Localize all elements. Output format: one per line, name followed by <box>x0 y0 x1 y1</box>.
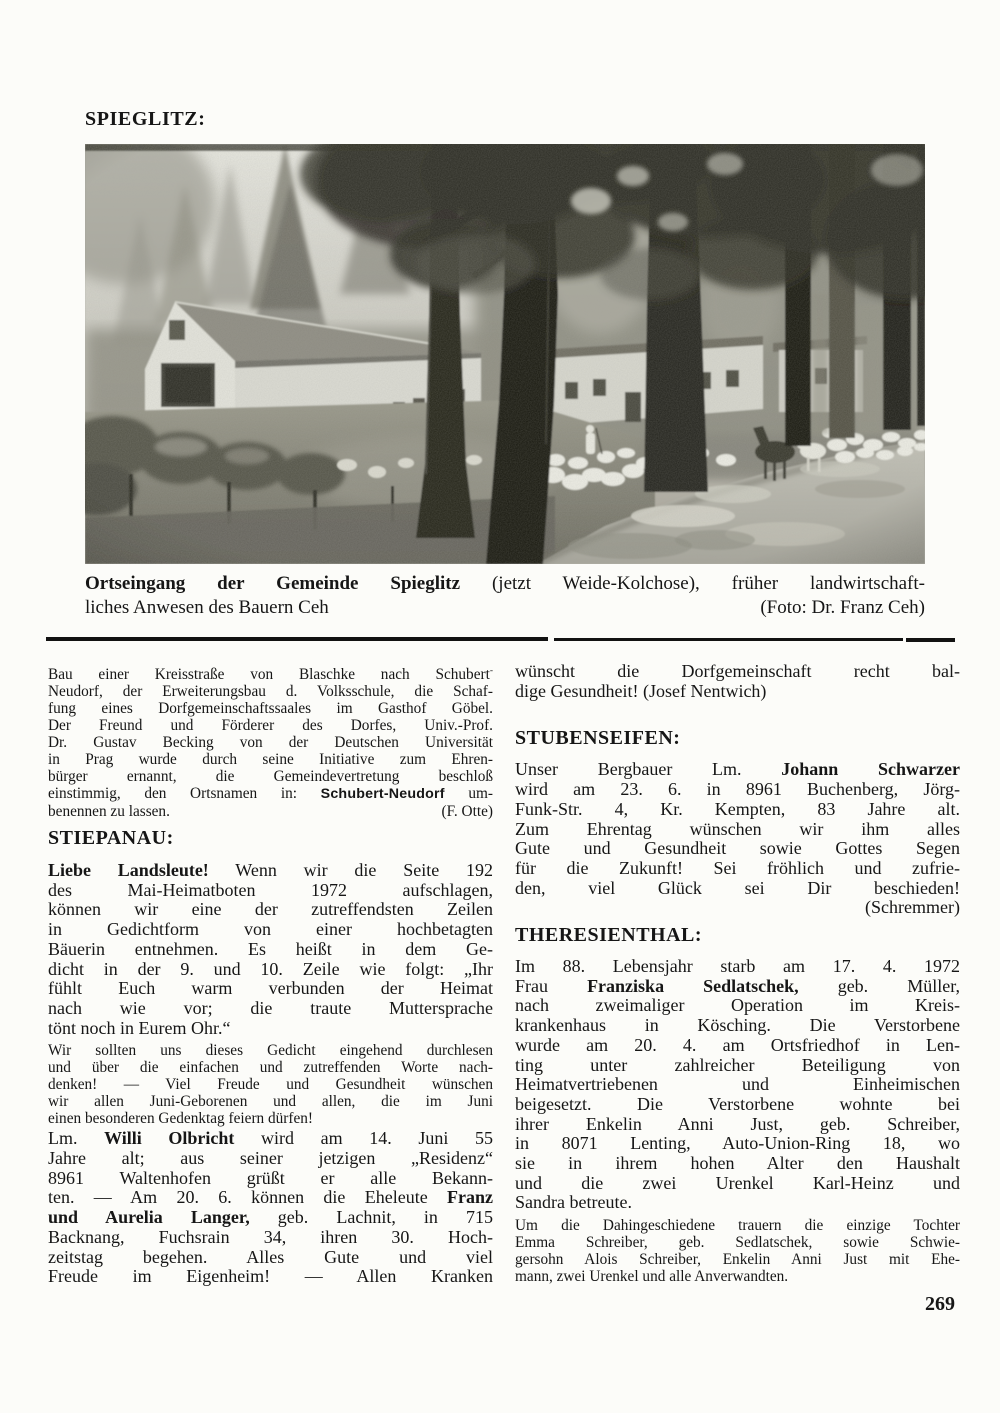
text-line: Jahre alt; aus seiner jetzigen „Residenz“ <box>48 1148 493 1169</box>
text-line: fühlt Euch warm verbunden der Heimat <box>48 978 493 999</box>
text-line: zeitstag begehen. Alles Gute und viel <box>48 1246 493 1267</box>
text-line: und über die einfachen und zutreffenden Worte nach- <box>48 1059 493 1077</box>
line-right: (Foto: Dr. Franz Ceh) <box>760 596 925 618</box>
text-line: einen besonderen Gedenktag feiern dürfen! <box>48 1110 314 1128</box>
line-left: liches Anwesen des Bauern Ceh <box>85 596 329 618</box>
text-line: Lm. Willi Olbricht wird am 14. Juni 55 <box>48 1128 493 1149</box>
text-line: in Prag wurde durch seine Initiative zum Ehren- <box>48 751 493 768</box>
text-line: nach wie vor; die traute Muttersprache <box>48 997 493 1018</box>
photo-caption <box>85 572 925 619</box>
text-line: in 8071 Lenting, Auto-Union-Ring 18, wo <box>515 1133 960 1154</box>
text-line: Backnang, Fuchsrain 34, ihren 30. Hoch- <box>48 1226 493 1247</box>
text-line: 8961 Waltenhofen grüßt er alle Bekann- <box>48 1167 493 1188</box>
paragraph-continuation <box>515 662 960 701</box>
divider-segment <box>906 638 955 642</box>
text-line: bürger ernannt, die Gemeindevertretung beschloß <box>48 768 493 785</box>
text-line: Frau Franziska Sedlatschek, geb. Müller, <box>515 975 961 996</box>
text-line: nach zweimaliger Operation im Kreis- <box>515 995 960 1016</box>
text-line: mann, zwei Urenkel und alle Anverwandten. <box>515 1268 789 1286</box>
paragraph-schwarzer <box>515 760 960 918</box>
text-line: krankenhaus in Kösching. Die Verstorbene <box>515 1015 960 1036</box>
text-line: Ortseingang der Gemeinde Spieglitz (jetzt Weide-Kolchose), früher landwirtschaft- <box>85 573 925 594</box>
text-line: Bäuerin entnehmen. Es heißt in dem Ge- <box>48 938 493 959</box>
text-line: sie in ihrem hohen Alter den Haushalt <box>515 1153 960 1174</box>
text-line: gersohn Alois Schreiber, Enkelin Anni Just mit Ehe- <box>515 1251 960 1269</box>
text-line: wir allen Juni-Geborenen und allen, die im Juni <box>48 1093 493 1111</box>
text-line: in Gedichtform von einer hochbetagten <box>48 919 493 940</box>
text-line: dige Gesundheit! (Josef Nentwich) <box>515 680 767 701</box>
line-right: (Schremmer) <box>865 897 960 918</box>
text-line <box>48 803 493 820</box>
text-line <box>85 596 925 620</box>
text-line: des Mai-Heimatboten 1972 aufschlagen, <box>48 879 493 900</box>
text-line: Dr. Gustav Becking von der Deutschen Universität <box>48 734 493 751</box>
paragraph-poem <box>48 861 493 1038</box>
text-line: Sandra betreute. <box>515 1192 632 1213</box>
text-line: Unser Bergbauer Lm. Johann Schwarzer <box>515 759 960 780</box>
text-line: Funk-Str. 4, Kr. Kempten, 83 Jahre alt. <box>515 798 960 819</box>
text-line: tönt noch in Eurem Ohr.“ <box>48 1017 231 1038</box>
text-line: und Aurelia Langer, geb. Lachnit, in 715 <box>48 1207 494 1228</box>
line-right: (F. Otte) <box>441 803 493 820</box>
text-line: für die Zukunft! Sei fröhlich und zufrie- <box>515 857 960 878</box>
right-column <box>515 662 960 1285</box>
paragraph-blaschke-news <box>48 666 493 820</box>
text-line <box>515 898 960 918</box>
text-line: wurde am 20. 4. am Ortsfriedhof in Len- <box>515 1034 960 1055</box>
text-line: können wir eine der zutreffendsten Zeilen <box>48 899 493 920</box>
text-line: wünscht die Dorfgemeinschaft recht bal- <box>515 661 960 681</box>
divider-rule <box>46 637 955 642</box>
text-line: Wir sollten uns dieses Gedicht eingehend durchlesen <box>48 1042 493 1060</box>
divider-segment <box>554 638 903 642</box>
text-line: Im 88. Lebensjahr starb am 17. 4. 1972 <box>515 956 960 977</box>
text-line: Freude im Eigenheim! — Allen Kranken <box>48 1266 493 1287</box>
text-line: wird am 23. 6. in 8961 Buchenberg, Jörg- <box>515 779 960 800</box>
left-column <box>48 662 493 1287</box>
divider-segment <box>46 637 548 641</box>
text-line: dicht in der 9. und 10. Zeile wie folgt: „Ihr <box>48 958 493 979</box>
film-grain <box>85 144 925 564</box>
text-line: Neudorf, der Erweiterungsbau d. Volksschule, die Schaf- <box>48 683 493 700</box>
text-line: fung eines Dorfgemeinschaftssaales im Gasthof Göbel. <box>48 700 493 717</box>
text-line: Zum Ehrentag wünschen wir ihm alles <box>515 818 960 839</box>
section-heading-spieglitz: SPIEGLITZ: <box>85 108 206 130</box>
text-line: Gute und Gesundheit sowie Gottes Segen <box>515 838 960 859</box>
section-heading-stiepanau: STIEPANAU: <box>48 827 174 849</box>
line-left: benennen zu lassen. <box>48 803 170 820</box>
text-line: Liebe Landsleute! Wenn wir die Seite 192 <box>48 860 493 880</box>
photo-spieglitz <box>85 144 925 564</box>
paragraph-sedlatschek <box>515 957 960 1213</box>
text-line: Emma Schreiber, geb. Sedlatschek, sowie Schwie- <box>515 1234 960 1252</box>
section-heading-stubenseifen: STUBENSEIFEN: <box>515 727 681 750</box>
paragraph-mourners <box>515 1217 960 1285</box>
text-line: den, viel Glück sei Dir beschieden! <box>515 877 960 898</box>
section-heading-theresienthal: THERESIENTHAL: <box>515 924 703 947</box>
paragraph-poem-comment <box>48 1042 493 1127</box>
photo-illustration <box>85 144 925 564</box>
text-line: ting unter zahlreicher Beteiligung von <box>515 1054 960 1075</box>
paragraph-birthdays <box>48 1129 493 1287</box>
text-line: Heimatvertriebenen und Einheimischen <box>515 1074 960 1095</box>
text-line: denken! — Viel Freude und Gesundheit wünschen <box>48 1076 493 1094</box>
text-line: Um die Dahingeschiedene trauern die einzige Tochter <box>515 1217 960 1235</box>
text-line: ihrer Enkelin Anni Just, geb. Schreiber, <box>515 1113 960 1134</box>
text-line: Der Freund und Förderer des Dorfes, Univ.-Prof. <box>48 717 493 734</box>
text-line: Bau einer Kreisstraße von Blaschke nach Schubert- <box>48 665 493 683</box>
page-number: 269 <box>925 1293 955 1315</box>
text-line: einstimmig, den Ortsnamen in: Schubert-Neudorf um- <box>48 785 493 802</box>
text-line: und die zwei Urenkel Karl-Heinz und <box>515 1172 960 1193</box>
text-line: beigesetzt. Die Verstorbene wohnte bei <box>515 1093 960 1114</box>
text-line: ten. — Am 20. 6. können die Eheleute Franz <box>48 1187 493 1208</box>
